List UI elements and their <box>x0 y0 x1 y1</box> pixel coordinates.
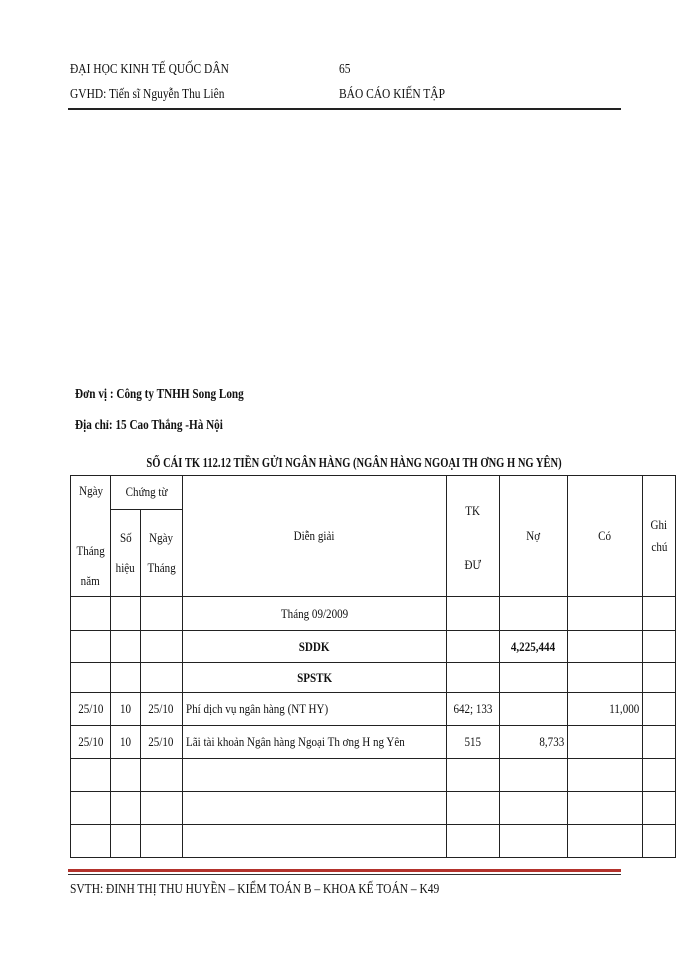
page-number: 65 <box>339 62 351 77</box>
row-doc-no: 10 <box>111 726 140 759</box>
company-address: Địa chỉ: 15 Cao Thắng -Hà Nội <box>75 418 223 433</box>
row-account: 515 <box>447 726 500 759</box>
table-row <box>71 631 676 663</box>
row-date: 25/10 <box>71 693 111 726</box>
header-ngay: Ngày Tháng năm <box>71 476 111 597</box>
table-row <box>71 693 676 726</box>
row-description: Lãi tài khoản Ngân hàng Ngoại Th ơng H ng Yên <box>182 726 446 759</box>
university-name: ĐẠI HỌC KINH TẾ QUỐC DÂN <box>70 62 229 77</box>
header-ngay-thang: Ngày Tháng <box>140 509 182 596</box>
month-label: Tháng 09/2009 <box>182 597 446 631</box>
row-doc-date: 25/10 <box>140 726 182 759</box>
header-no: Nợ <box>499 476 567 597</box>
ledger-table <box>70 475 676 858</box>
table-row <box>71 597 676 631</box>
row-credit: 11,000 <box>567 693 642 726</box>
row-debit: 8,733 <box>499 726 567 759</box>
student-info: SVTH: ĐINH THỊ THU HUYỀN – KIỂM TOÁN B – KHOA KẾ TOÁN – K49 <box>70 882 440 897</box>
table-row <box>71 726 676 759</box>
header-chung-tu: Chứng từ <box>111 476 182 510</box>
row-description: Phí dịch vụ ngân hàng (NT HY) <box>182 693 446 726</box>
row-account: 642; 133 <box>447 693 500 726</box>
table-row <box>71 792 676 825</box>
header-co: Có <box>567 476 642 597</box>
header-ghi-chu: Ghi chú <box>642 476 675 597</box>
header-dien-giai: Diễn giải <box>182 476 446 597</box>
advisor-name: GVHD: Tiến sĩ Nguyễn Thu Liên <box>70 87 225 102</box>
footer-rule-thin <box>68 874 621 875</box>
table-row <box>71 663 676 693</box>
header-rule <box>68 108 621 110</box>
header-tk-du: TK ĐƯ <box>447 476 500 597</box>
period-label: SPSTK <box>182 663 446 693</box>
row-doc-no: 10 <box>111 693 140 726</box>
row-note <box>642 726 675 759</box>
row-doc-date: 25/10 <box>140 693 182 726</box>
opening-balance-debit: 4,225,444 <box>499 631 567 663</box>
opening-balance-label: SDDK <box>182 631 446 663</box>
row-debit <box>499 693 567 726</box>
table-row <box>71 759 676 792</box>
footer-rule-red <box>68 869 621 872</box>
table-row <box>71 825 676 858</box>
row-note <box>642 693 675 726</box>
ledger-title: SỔ CÁI TK 112.12 TIỀN GỬI NGÂN HÀNG (NGÂN HÀNG NGOẠI TH ƠNG H NG YÊN) <box>146 455 562 470</box>
header-so-hieu: Số hiệu <box>111 509 140 596</box>
company-unit: Đơn vị : Công ty TNHH Song Long <box>75 387 244 402</box>
row-date: 25/10 <box>71 726 111 759</box>
report-type: BÁO CÁO KIẾN TẬP <box>339 87 445 102</box>
row-credit <box>567 726 642 759</box>
